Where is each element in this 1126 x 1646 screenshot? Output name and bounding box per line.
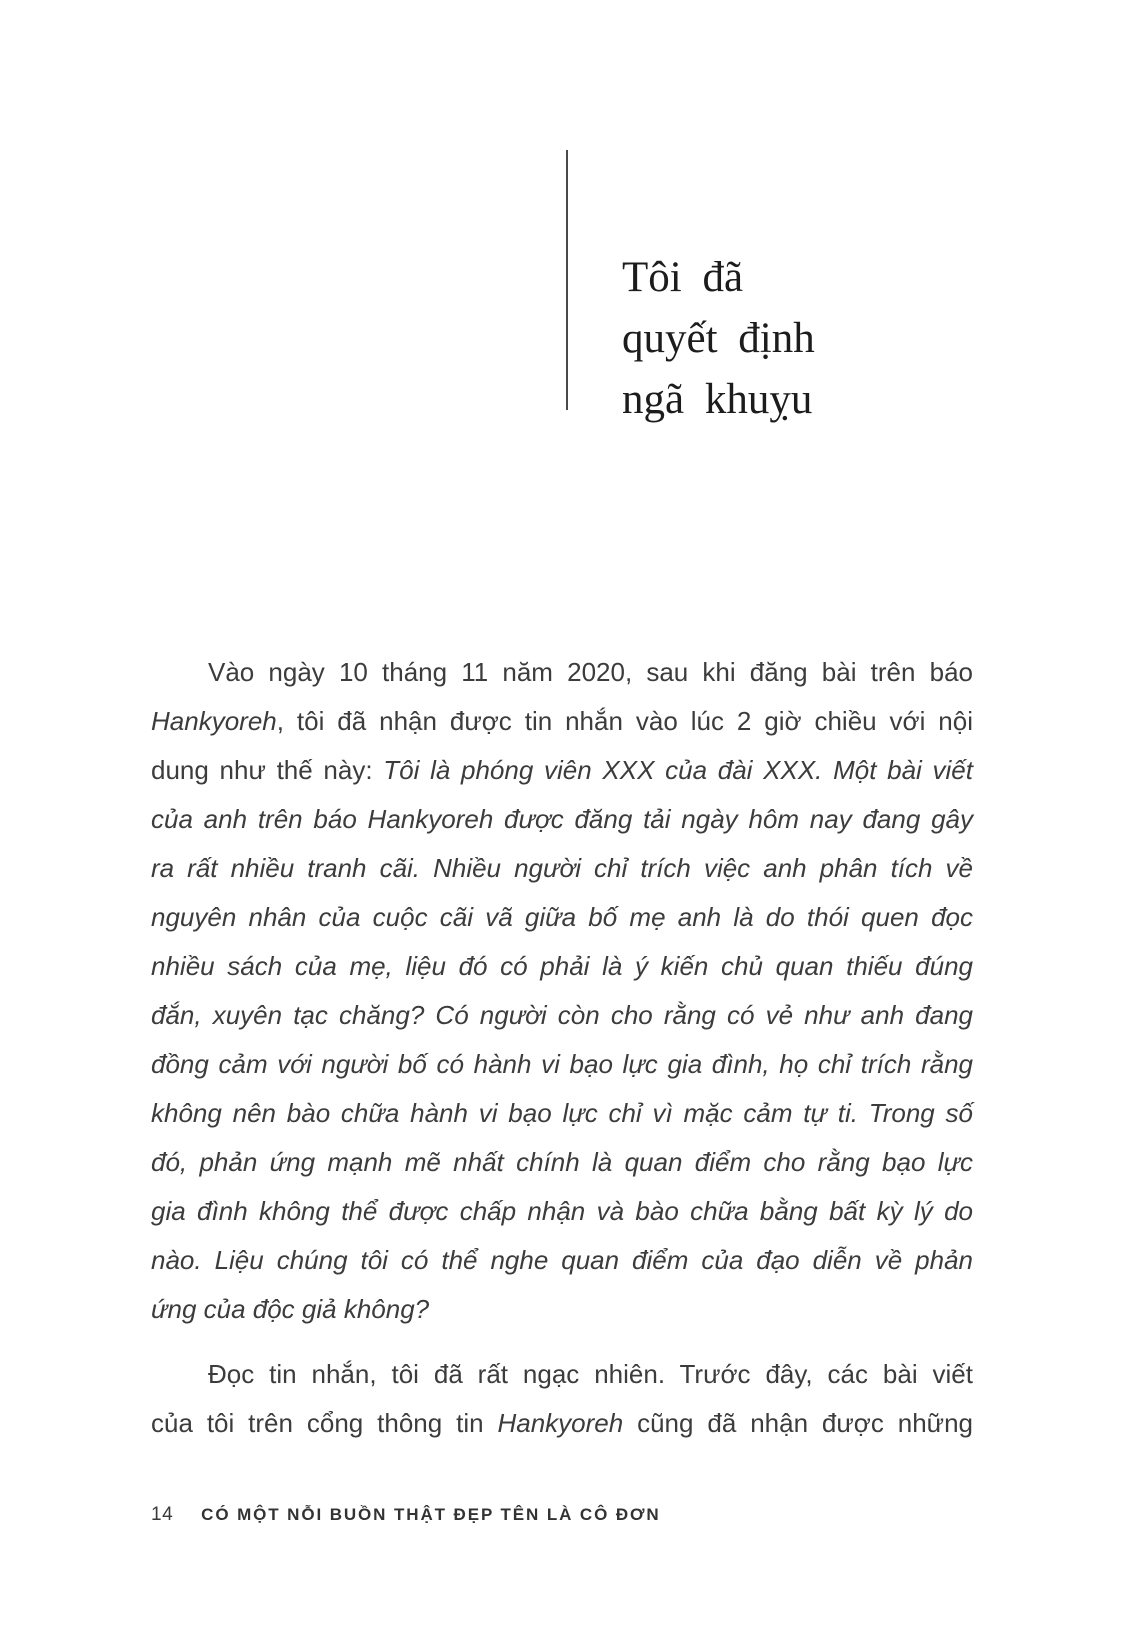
running-title: CÓ MỘT NỖI BUỒN THẬT ĐẸP TÊN LÀ CÔ ĐƠN <box>201 1505 661 1524</box>
body-text <box>151 648 973 1448</box>
italic-text-run: đó, phản ứng mạnh mẽ nhất chính là quan điểm cho rằng bạo lực <box>151 1147 973 1177</box>
text-run: dung như thế này: <box>151 755 384 785</box>
text-line <box>151 648 973 697</box>
text-line <box>151 942 973 991</box>
italic-text-run: Hankyoreh <box>151 706 277 736</box>
text-line <box>151 844 973 893</box>
text-line <box>151 746 973 795</box>
italic-text-run: ra rất nhiều tranh cãi. Nhiều người chỉ trích việc anh phân tích về <box>151 853 973 883</box>
text-line <box>151 1089 973 1138</box>
italic-text-run: đồng cảm với người bố có hành vi bạo lực gia đình, họ chỉ trích rằng <box>151 1049 973 1079</box>
text-run: cũng đã nhận được những <box>623 1408 973 1438</box>
text-line <box>151 1236 973 1285</box>
text-line <box>151 1285 973 1334</box>
paragraph <box>151 648 973 1334</box>
text-line <box>151 893 973 942</box>
chapter-title <box>622 247 815 430</box>
chapter-title-line: ngã khuỵu <box>622 376 813 423</box>
text-line <box>151 991 973 1040</box>
italic-text-run: nguyên nhân của cuộc cãi vã giữa bố mẹ anh là do thói quen đọc <box>151 902 973 932</box>
text-run: của tôi trên cổng thông tin <box>151 1408 498 1438</box>
text-line <box>151 795 973 844</box>
paragraph <box>151 1350 973 1448</box>
text-run: Đọc tin nhắn, tôi đã rất ngạc nhiên. Trước đây, các bài viết <box>208 1359 973 1389</box>
italic-text-run: gia đình không thể được chấp nhận và bào chữa bằng bất kỳ lý do <box>151 1196 973 1226</box>
text-line <box>151 1138 973 1187</box>
italic-text-run: nhiều sách của mẹ, liệu đó có phải là ý kiến chủ quan thiếu đúng <box>151 951 973 981</box>
text-run: , tôi đã nhận được tin nhắn vào lúc 2 giờ chiều với nội <box>276 706 973 736</box>
italic-text-run: Tôi là phóng viên XXX của đài XXX. Một bài viết <box>383 755 973 785</box>
italic-text-run: đắn, xuyên tạc chăng? Có người còn cho rằng có vẻ như anh đang <box>151 1000 973 1030</box>
text-line <box>151 1399 973 1448</box>
italic-text-run: ứng của độc giả không? <box>151 1294 430 1324</box>
page-footer <box>151 1504 661 1526</box>
text-line <box>151 1187 973 1236</box>
italic-text-run: Hankyoreh <box>497 1408 624 1438</box>
italic-text-run: nào. Liệu chúng tôi có thể nghe quan điểm của đạo diễn về phản <box>151 1245 973 1275</box>
text-line <box>151 1350 973 1399</box>
chapter-title-rule <box>566 150 568 410</box>
chapter-title-line: Tôi đã <box>622 254 744 301</box>
italic-text-run: không nên bào chữa hành vi bạo lực chỉ vì mặc cảm tự ti. Trong số <box>151 1098 973 1128</box>
chapter-title-line: quyết định <box>622 315 815 362</box>
text-line <box>151 697 973 746</box>
text-run: Vào ngày 10 tháng 11 năm 2020, sau khi đăng bài trên báo <box>208 657 973 687</box>
page-number: 14 <box>151 1504 174 1525</box>
italic-text-run: của anh trên báo Hankyoreh được đăng tải ngày hôm nay đang gây <box>151 804 973 834</box>
text-line <box>151 1040 973 1089</box>
